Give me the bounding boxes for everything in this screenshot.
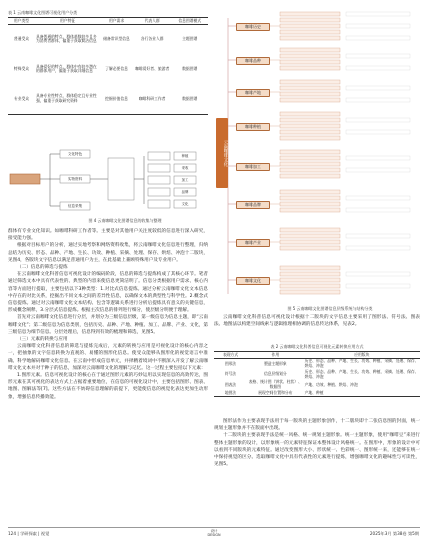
- paragraph: 图形法作为主要表现手法用于每一版块的主题形象创作，十二版块即十二张信息图的封面，统一规划主题形象并不在版面中出现。: [214, 419, 420, 432]
- table-cell: 表格、统计图（饼状、柱状）、数据图: [248, 379, 302, 390]
- table-cell: 展现空间位置和分布: [247, 391, 304, 397]
- table-cell: 产地、功效、种植、烘焙、冲泡: [304, 381, 358, 387]
- table2: [214, 351, 420, 397]
- mindmap-branch-brand: 咖啡品牌: [236, 201, 270, 209]
- footer-left: 124 | 学研探索 | 视觉: [8, 531, 50, 536]
- figure5-caption: 图 5 云南咖啡文化图谱信息层级系统与结构分类: [287, 306, 373, 311]
- table-cell: 图表法: [224, 381, 237, 387]
- table-cell: 数据图谱: [182, 65, 198, 71]
- table-cell: 咖啡爱好者、旅游者: [135, 65, 170, 71]
- table-cell: 历史、形态、品种、产地、生长、功效、种植、采摘、处理、保存、烘焙、冲泡: [304, 358, 419, 369]
- table-cell: 专业受众: [8, 84, 35, 114]
- fig4-label: 文化特色: [67, 152, 83, 156]
- figure4-diagram: [8, 146, 208, 216]
- section-heading: （三）元素的转换与应用: [17, 337, 68, 343]
- table1-header: 用户类型: [8, 18, 35, 25]
- paragraph: 十二版块的主要表现手法是统一风格、统一规划主题形象。统一主题形象，使用“咖啡豆”来进行整体主题形象的设计，以形象统一的元素特征保证本整体设计风格统一。在图形中，形象的设计中可以看到不同版块的元素特征。通过改变图形大小、形状统一、色彩统一、图形统一来，还能够在统一中保持视觉的区分。选取咖啡文化中具有代表性的元素进行提炼，增强咖啡文化的趣味性与可读性，见图5。: [214, 433, 420, 468]
- table-cell: 具备专业性特点，群体稳定且专业性强，偏重于获取研究资料: [35, 84, 100, 114]
- table-row: [214, 380, 420, 391]
- fig4-label: 信息采集: [67, 204, 83, 208]
- table-cell: 数据图谱: [171, 84, 208, 114]
- fig4-label: 实物资料: [67, 177, 83, 181]
- fig4-label: 采收: [181, 166, 189, 170]
- table-row: [214, 369, 420, 380]
- table-cell: 特殊受众: [13, 65, 30, 71]
- table1-header: 信息图谱模式: [171, 18, 208, 25]
- table-row: [8, 84, 208, 114]
- paragraph: 1.图形元素。信息可视化设计的核心在于通过图形元素的巧妙运用以实现信息的高效传达，图形元素在其可视化的表达方式上占据着重要地位，在信息的可视化设计中，主要包括图形、图表、地图、图解法等[7]。这些方法在不妨碍信息理解的前提下，更能使信息的视觉化表达更加生动形象，增强信息传播效能。: [8, 373, 208, 400]
- left-body-text: [8, 228, 208, 520]
- paragraph: 首先对云南咖啡文化信息进行分层，并划分为三级信息层级，第一级信息为信息主题，即“云南咖啡文化”；第二级信息为信息类别，包括历史、品种、产地、种植、加工、品牌、产业、文化，第三级信息为细节信息。分层处理后，信息得到有效的梳理和筛选，见图5。: [8, 315, 208, 335]
- mindmap-branch-history: 咖啡历史: [236, 23, 270, 31]
- table1-header: 代表人群: [133, 18, 172, 25]
- table-cell: 塑造主题形象: [263, 360, 287, 366]
- paragraph: 在云南咖啡文化科普信息可视化设计的编码阶段，信息的筛选与提炼构成了其核心环节。笔者通过筛选文本中具有代表性的、典型的内容来使信息更简洁明了。信息分类根据用户需求、核心内容等方面进行提取，主要包括以下3种类型：1.对比式信息提炼。通过分析云南咖啡文化文本信息中存在的对比关系，挖掘出不同文本之间的差异性信息，以确保文本的典型性与科学性。2.概念式信息提炼。通过对云南咖啡文化文本结构、包含等逻辑关系进行分析后提炼具有意义的关键信息，形成概念阐释，3.分层式信息提炼。根据主次信息的排列进行细分，使层级分明便于理解。: [8, 272, 208, 314]
- section-heading: （二）信息的筛选与提炼: [17, 265, 68, 271]
- mindmap-center: 云南咖啡文化: [216, 118, 228, 188]
- table-cell: 具备普通的特点，群体基数较多且多为消费者群体，偏重于获取简洁信息: [35, 33, 97, 44]
- table-cell: 普通受众: [13, 36, 30, 42]
- table-cell: 历史、形态、品种、产地、生长、功效、种植、采摘、处理、保存、烘焙、冲泡: [304, 368, 419, 379]
- paragraph: 云南咖啡文化科普信息的筛选与提炼完成后，元素的转换与应用是可视化设计的核心内容之一，把抽象的文字信息转换为直观的、易懂的图形化信息。使受众能够从图形化的视觉语言中准确、科学地解码咖啡文化信息。在云南中形成信息单元，并择精着境词中不断深入开发了解云南咖啡文化文本并对于种子的信息，加深对云南咖啡文化的理解与记忆。这一过程主要包括以下元素：: [8, 344, 208, 371]
- mindmap-branch-industry: 咖啡产业: [236, 239, 270, 247]
- fig4-label: 品牌: [181, 190, 189, 194]
- footer-logo: 设计 DESIGN: [207, 529, 221, 537]
- paragraph: 群体有专业文化知识。如咖啡科研工作者等。主要是对其他用户关注度较低的信息进行深入研究，接受能力强。: [8, 229, 208, 242]
- footer-right: 2025年3月 第38卷 第5期: [369, 531, 419, 536]
- mindmap-branch-culture: 咖啡文化: [236, 277, 270, 285]
- footer-rule: [8, 527, 420, 528]
- table-cell: 挖掘价值信息: [100, 84, 133, 114]
- table-cell: 了解必要信息: [105, 65, 128, 71]
- table2-caption: 表 2 云南咖啡文化科普信息可视化元素转换应用方式: [270, 344, 364, 349]
- table-cell: 具备爱好的特点，群体中有较多潜在的群体用户，偏重于获取详细信息: [35, 63, 97, 74]
- table1: [8, 17, 208, 115]
- table-cell: 信息层级划分: [263, 371, 287, 377]
- fig4-mid-box: [108, 158, 134, 200]
- table-row: [8, 24, 208, 54]
- fig4-root-box: [10, 174, 40, 184]
- table1-header: 用户特征: [35, 18, 100, 25]
- mindmap-branch-variety: 咖啡品种: [236, 57, 270, 65]
- table1-caption: 表 1 云南咖啡文化图谱可视化用户分类: [8, 10, 78, 15]
- table-cell: 各行各业人群: [140, 36, 164, 42]
- table-cell: 地图法: [214, 391, 247, 397]
- fig4-label: 文化: [181, 202, 189, 206]
- figure4-caption: 图 4 云南咖啡文化图谱信息的收集与整理: [88, 218, 162, 223]
- table-cell: 图形法: [224, 360, 237, 366]
- mindmap-branch-origin: 咖啡产地: [236, 89, 270, 97]
- right-body-text-2: [214, 418, 420, 520]
- mindmap-leaves: [270, 8, 420, 304]
- table2-header: 表现方式: [214, 352, 247, 359]
- right-body-text-1: [214, 314, 420, 342]
- table-row: [214, 391, 420, 397]
- figure5-mindmap: [214, 8, 420, 304]
- mindmap-branch-processing: 咖啡加工: [236, 163, 270, 171]
- table-cell: 储备常识型信息: [103, 36, 130, 42]
- paragraph: 根据对目标用户的分析，通过实地考察和网络资料收集，将云南咖啡文化信息进行整理，归纳总结为历史、形态、品种、产地、生长、功效、种植、采摘、处理、保存、烘焙、冲泡十二版块，见图4，各版块文字信息以满足普通用户为主，在此基础上兼顾特殊用户及专业用户。: [8, 243, 208, 263]
- table-cell: 符号法: [224, 371, 237, 377]
- table-row: [8, 54, 208, 84]
- paragraph: 云南咖啡文化科普信息可视化设计根据十二版块的文字信息主要采用了图形法、符号法、图表法、地图法以构建空间线索与逻辑推理相协调的信息传达体系，见表2。: [214, 315, 420, 328]
- table-cell: 咖啡科研工作者: [133, 84, 172, 114]
- table2-header: 应用版块: [304, 352, 420, 359]
- table2-header: 作用: [247, 352, 304, 359]
- table-row: [214, 358, 420, 369]
- fig4-label: 加工: [181, 178, 189, 182]
- table-cell: 主题图谱: [182, 36, 198, 42]
- fig4-label: 种植: [181, 154, 189, 158]
- table-cell: 产地、种植: [304, 391, 420, 397]
- table1-header: 用户需求: [100, 18, 133, 25]
- mindmap-branch-planting: 咖啡种植: [236, 123, 270, 131]
